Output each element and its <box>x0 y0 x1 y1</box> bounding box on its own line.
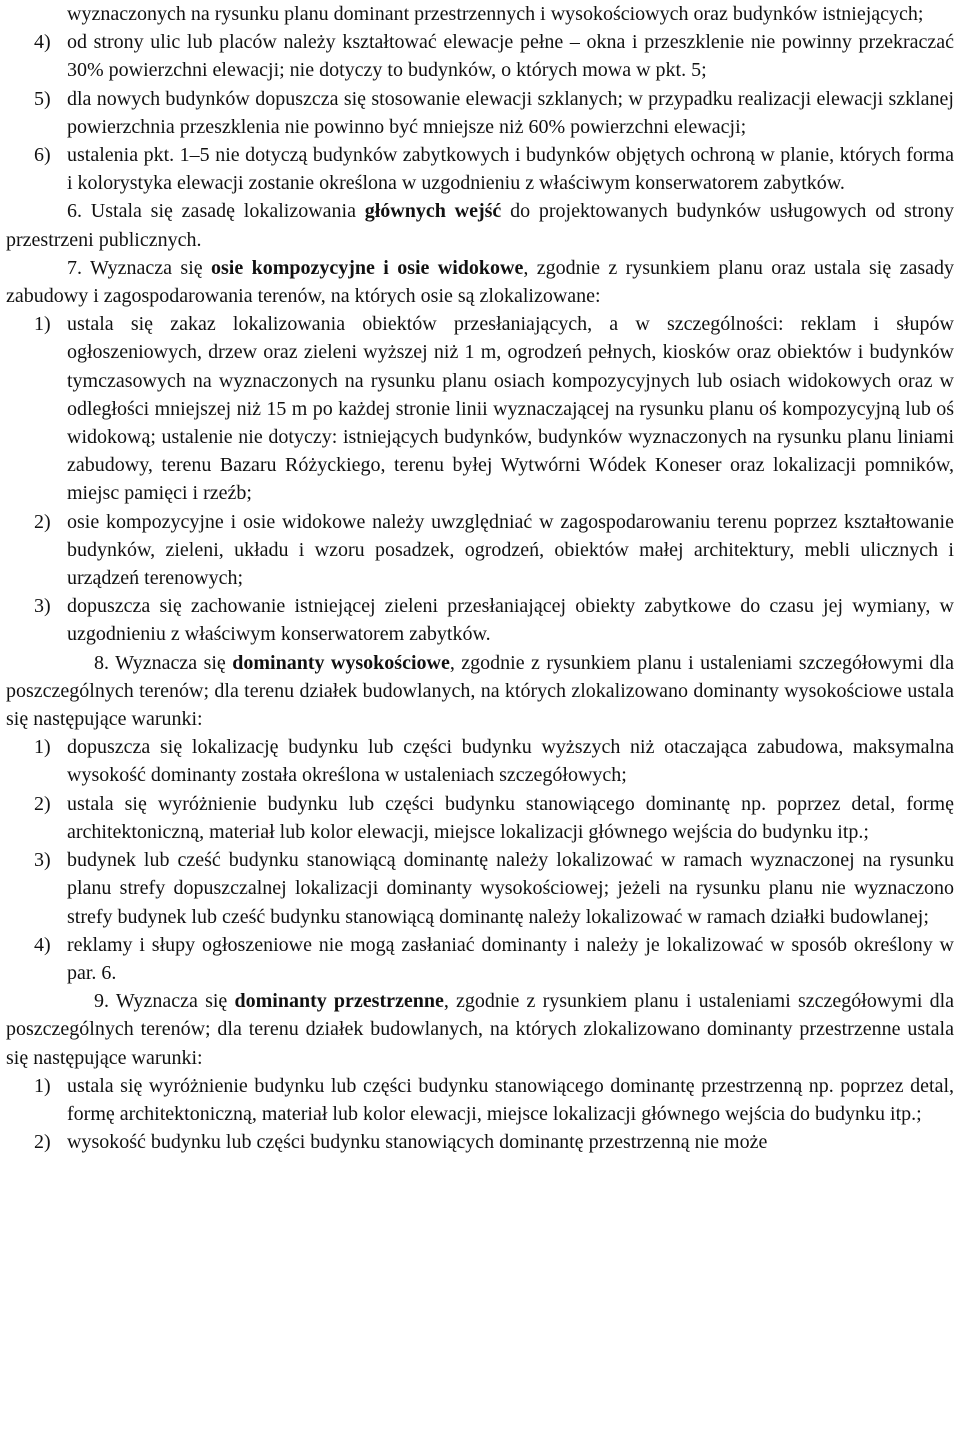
section-8-pre: 8. Wyznacza się <box>94 651 233 674</box>
carry-line-2: budynków istniejących; <box>732 3 924 25</box>
list-item <box>6 790 954 846</box>
section-7 <box>6 254 954 310</box>
list-item <box>6 733 954 789</box>
item-number: 1) <box>34 313 51 336</box>
item-text: dopuszcza się lokalizację budynku lub części budynku wyższych niż otaczająca zabudowa, maksymalna wysokość dominanty została określona w ustaleniach szczegółowych; <box>67 736 954 787</box>
item-number: 3) <box>34 849 51 872</box>
section-9-term: dominanty przestrzenne <box>234 990 444 1013</box>
item-number: 2) <box>34 792 51 815</box>
item-number: 1) <box>34 1074 51 1097</box>
list-item <box>6 1072 954 1128</box>
item-text: ustalenia pkt. 1–5 nie dotyczą budynków zabytkowych i budynków objętych ochroną w planie, których forma i kolorystyka elewacji zostanie określona w uzgodnieniu z właściwym konserwatorem zabytków. <box>67 144 954 195</box>
item-number: 4) <box>34 933 51 956</box>
section-9 <box>6 987 954 1072</box>
item-number: 5) <box>34 87 51 110</box>
item-text: od strony ulic lub placów należy kształtować elewacje pełne – okna i przeszklenie nie powinny przekraczać 30% powierzchni elewacji; nie dotyczy to budynków, o których mowa w pkt. 5; <box>67 31 954 82</box>
list-item <box>6 846 954 931</box>
item-text: ustala się wyróżnienie budynku lub części budynku stanowiącego dominantę np. poprzez detal, formę architektoniczną, materiał lub kolor elewacji, miejsce lokalizacji głównego wejścia do budynku itp.; <box>67 792 954 843</box>
item-text: dla nowych budynków dopuszcza się stosowanie elewacji szklanych; w przypadku realizacji elewacji szklanej powierzchnia przeszklenia nie powinno być mniejsze niż 60% powierzchni elewacji; <box>67 87 954 138</box>
item-number: 2) <box>34 1131 51 1154</box>
list-item <box>6 85 954 141</box>
section-6 <box>6 197 954 253</box>
list-item <box>6 931 954 987</box>
item-number: 4) <box>34 31 51 54</box>
section-6-post: do projektowanych budynków usługowych od strony przestrzeni publicznych. <box>6 200 955 251</box>
section-7-post: , zgodnie z rysunkiem planu oraz ustala się zasady zabudowy i zagospodarowania terenów, na których osie są zlokalizowane: <box>6 256 954 308</box>
item-text: reklamy i słupy ogłoszeniowe nie mogą zasłaniać dominanty i należy je lokalizować w sposób określony w par. 6. <box>67 933 954 984</box>
item-number: 3) <box>34 595 51 618</box>
item-text: osie kompozycyjne i osie widokowe należy uwzględniać w zagospodarowaniu terenu poprzez kształtowanie budynków, zieleni, układu i wzoru posadzek, ogrodzeń, obiektów małej architektury, mebli ulicznych i urządzeń terenowych; <box>67 510 954 590</box>
item-number: 6) <box>34 144 51 167</box>
item-text: ustala się wyróżnienie budynku lub części budynku stanowiącego dominantę przestrzenną np. poprzez detal, formę architektoniczną, materiał lub kolor elewacji, miejsce lokalizacji głównego wejścia do budynku itp.; <box>67 1074 954 1125</box>
section-6-term: głównych wejść <box>364 200 502 223</box>
section-8-post: , zgodnie z rysunkiem planu i ustaleniami szczegółowymi dla poszczególnych terenów; dla terenu działek budowlanych, na których zlokalizowano dominanty wysokościowe ustala się następujące warunki: <box>6 651 954 731</box>
section-6-pre: 6. Ustala się zasadę lokalizowania <box>67 200 365 223</box>
section-9-pre: 9. Wyznacza się <box>94 990 235 1013</box>
carry-line-1: wyznaczonych na rysunku planu dominant przestrzennych i wysokościowych oraz <box>67 3 728 25</box>
list-item <box>6 310 954 507</box>
section-9-post: , zgodnie z rysunkiem planu i ustaleniami szczegółowymi dla poszczególnych terenów; dla terenu działek budowlanych, na których zlokalizowano dominanty przestrzenne ustala się następujące warunki: <box>6 990 955 1069</box>
list-item <box>6 592 954 648</box>
list-item <box>6 1128 954 1156</box>
list-item <box>6 28 954 84</box>
section-8 <box>6 649 954 734</box>
item-text: ustala się zakaz lokalizowania obiektów przesłaniających, a w szczególności: reklam i słupów ogłoszeniowych, drzew oraz zieleni wyższej niż 1 m, ogrodzeń pełnych, kiosków oraz obiektów i budynków tymczasowych na wyznaczonych na rysunku planu osiach kompozycyjnych lub osiach widokowych oraz w odległości mniejszej niż 15 m po każdej stronie linii wyznaczającej na rysunku planu oś kompozycyjną lub oś widokową; ustalenie nie dotyczy: istniejących budynków, budynków wyznaczonych na rysunku planu liniami zabudowy, terenu Bazaru Różyckiego, terenu byłej Wytwórni Wódek Koneser oraz lokalizacji pomników, miejsc pamięci i rzeźb; <box>67 313 954 505</box>
section-7-term: osie kompozycyjne i osie widokowe <box>211 256 524 279</box>
item-text: dopuszcza się zachowanie istniejącej zieleni przesłaniającej obiekty zabytkowe do czasu jej wymiany, w uzgodnieniu z właściwym konserwatorem zabytków. <box>67 595 954 646</box>
list-item <box>6 508 954 593</box>
list-item <box>6 141 954 197</box>
section-7-pre: 7. Wyznacza się <box>67 256 212 279</box>
item-number: 2) <box>34 510 51 533</box>
item-text: wysokość budynku lub części budynku stanowiących dominantę przestrzenną nie może <box>67 1131 768 1154</box>
item-text: budynek lub cześć budynku stanowiącą dominantę należy lokalizować w ramach wyznaczonej na rysunku planu strefy dopuszczalnej lokalizacji dominanty wysokościowej; jeżeli na rysunku planu nie wyznaczono strefy budynek lub cześć budynku stanowiącą dominantę należy lokalizować w ramach działki budowlanej; <box>67 849 954 928</box>
section-8-term: dominanty wysokościowe <box>232 651 450 674</box>
item-number: 1) <box>34 736 51 759</box>
carry-over-text <box>6 0 954 28</box>
